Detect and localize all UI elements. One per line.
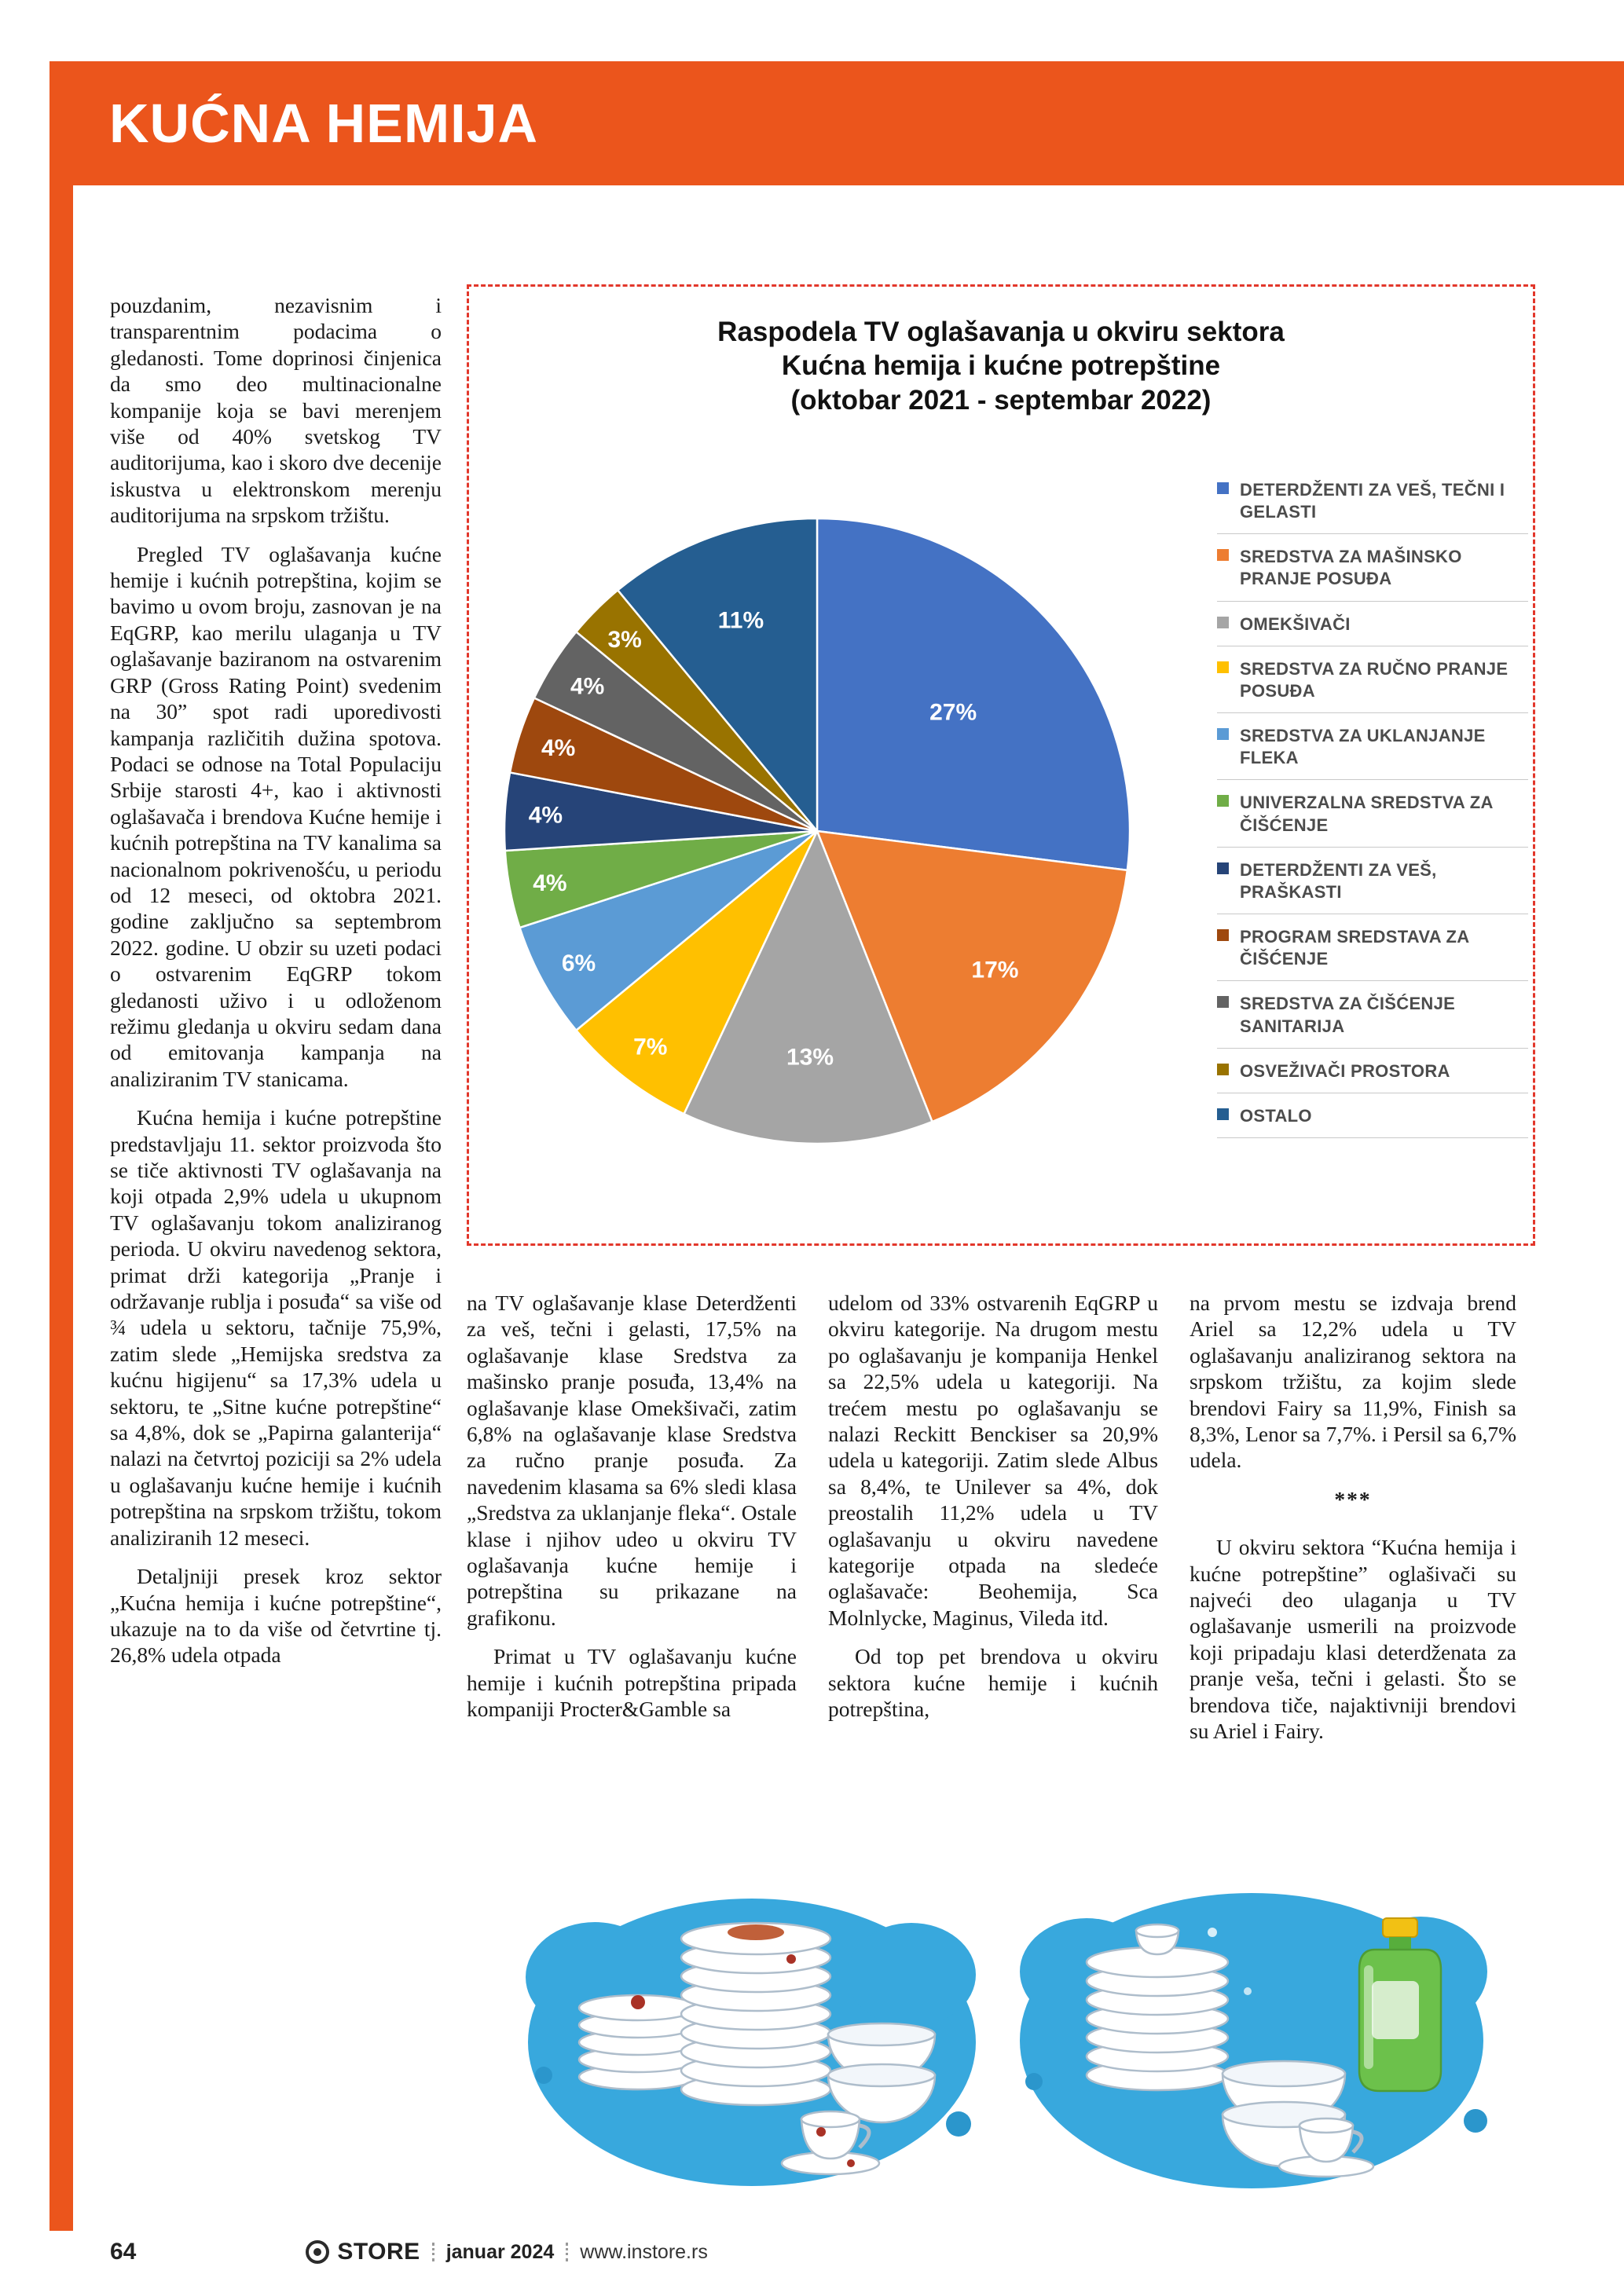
brand-name: STORE xyxy=(337,2239,420,2265)
pie-slice-label: 3% xyxy=(607,627,642,654)
chart-title-line-2: Kućna hemija i kućne potrepštine xyxy=(781,350,1221,382)
plate-stack xyxy=(1087,1947,1228,2090)
legend-item xyxy=(1217,602,1528,646)
page-number: 64 xyxy=(110,2239,137,2265)
left-accent-strip xyxy=(49,185,73,2231)
legend-swatch xyxy=(1217,482,1229,494)
instore-logo-icon xyxy=(306,2240,329,2264)
pie-slice-label: 4% xyxy=(541,734,576,761)
legend-item xyxy=(1217,981,1528,1048)
pie-slice-label: 27% xyxy=(929,699,977,726)
pie-slice-label: 7% xyxy=(633,1034,668,1060)
legend-swatch xyxy=(1217,862,1229,874)
website-url: www.instore.rs xyxy=(580,2240,708,2263)
legend-label: OSTALO xyxy=(1240,1105,1312,1126)
section-divider-stars: *** xyxy=(1334,1486,1372,1511)
pie-slice-label: 6% xyxy=(561,950,596,976)
intro-column xyxy=(110,292,442,1668)
tv-ad-share-chart-panel xyxy=(467,284,1535,1246)
legend-swatch xyxy=(1217,661,1229,673)
chart-legend xyxy=(1217,467,1528,1138)
clean-dishes-illustration xyxy=(1012,1830,1499,2215)
chart-title xyxy=(469,315,1533,417)
body-column-2 xyxy=(828,1290,1158,1723)
body-column-1 xyxy=(467,1290,797,1723)
page-footer xyxy=(110,2239,1516,2265)
paragraph: udelom od 33% ostvarenih EqGRP u okviru kategorije. Na drugom mestu po oglašavanju je kompanija Henkel sa 22,5% udela u kategoriji. Na trećem mestu po oglašavanju se nalazi Reckitt Benckiser sa 20,9% udela u kategoriji. Zatim slede Albus sa 8,4%, te Unilever sa 4%, dok preostalih 11,2% udela u TV oglašavanju u okviru navedene kategorije otpada na sledeće oglašavače: Beohemija, Sca Molnlycke, Maginus, Vileda itd. xyxy=(828,1291,1158,1630)
paragraph: Od top pet brendova u okviru sektora kućne hemije i kućnih potrepština, xyxy=(828,1644,1158,1722)
legend-label: DETERDŽENTI ZA VEŠ, PRAŠKASTI xyxy=(1240,859,1437,902)
paragraph: Primat u TV oglašavanju kućne hemije i kućnih potrepština pripada kompaniji Procter&Gamble sa xyxy=(467,1644,797,1722)
legend-label: PROGRAM SREDSTAVA ZA ČIŠĆENJE xyxy=(1240,927,1469,969)
bowl-stack-right xyxy=(828,2023,935,2122)
legend-swatch xyxy=(1217,929,1229,941)
paragraph: Kućna hemija i kućne potrepštine predstavljaju 11. sektor proizvoda što se tiče aktivnosti TV oglašavanja na koji otpada 2,9% udela u ukupnom TV oglašavanju tokom analiziranog perioda. U okviru navedenog sektora, primat drži kategorija „Pranje i održavanje rublja i posuđa“ sa više od ¾ udela u sektoru, tačnije 75,9%, zatim slede „Hemijska sredstva za kućnu higijenu“ sa 17,3% udela u sektoru, te „Sitne kućne potrepštine“ sa 4,8%, dok se „Papirna galanterija“ nalazi na četvrtoj poziciji sa 2% udela u oglašavanju kućne hemije i kućnih potrepština na srpskom tržištu, tokom analiziranih 12 meseci. xyxy=(110,1105,442,1550)
legend-label: DETERDŽENTI ZA VEŠ, TEČNI I GELASTI xyxy=(1240,480,1505,522)
instore-logo xyxy=(306,2239,707,2265)
legend-item xyxy=(1217,1049,1528,1093)
legend-label: OMEKŠIVAČI xyxy=(1240,613,1351,634)
issue-date: januar 2024 xyxy=(445,2240,555,2263)
sparkle xyxy=(1208,1928,1217,1937)
body-column-3 xyxy=(1190,1290,1516,1745)
footer-divider xyxy=(566,2243,568,2261)
legend-label: OSVEŽIVAČI PROSTORA xyxy=(1240,1060,1450,1081)
paragraph: na TV oglašavanje klase Deterdženti za veš, tečni i gelasti, 17,5% na oglašavanje klase Sredstva za mašinsko pranje posuđa, 13,4% na oglašavanje klase Omekšivači, zatim 6,8% na oglašavanje klase Sredstva za ručno pranje posuđa. Za navedenim klasama sa 6% sledi klasa „Sredstva za uklanjanje fleka“. Ostale klase i njihov udeo u okviru TV oglašavanja kućne hemije i potrepština su prikazane na grafikonu. xyxy=(467,1291,797,1630)
paragraph: pouzdanim, nezavisnim i transparentnim podacima o gledanosti. Tome doprinosi činjenica da smo deo multinacionalne kompanije koja se bavi merenjem više od 40% svetskog TV auditorijuma, kao i skoro dve decenije iskustva u elektronskom merenju auditorijuma na srpskom tržištu. xyxy=(110,293,442,528)
legend-label: SREDSTVA ZA MAŠINSKO PRANJE POSUĐA xyxy=(1240,547,1462,589)
stain xyxy=(631,1995,645,2009)
pie-slice-label: 13% xyxy=(786,1044,834,1071)
legend-label: SREDSTVA ZA ČIŠĆENJE SANITARIJA xyxy=(1240,994,1456,1036)
legend-swatch xyxy=(1217,795,1229,807)
chart-title-line-3: (oktobar 2021 - septembar 2022) xyxy=(790,384,1212,416)
legend-item xyxy=(1217,534,1528,601)
legend-label: SREDSTVA ZA RUČNO PRANJE POSUĐA xyxy=(1240,658,1509,701)
legend-swatch xyxy=(1217,1064,1229,1075)
legend-item xyxy=(1217,848,1528,914)
section-title: KUĆNA HEMIJA xyxy=(109,93,539,154)
legend-swatch xyxy=(1217,728,1229,740)
pie-slice-label: 4% xyxy=(570,673,605,700)
stain xyxy=(786,1954,796,1964)
pie-slice-label: 11% xyxy=(717,607,764,634)
small-cup xyxy=(1136,1924,1179,1954)
pie-slice xyxy=(817,518,1130,870)
legend-item xyxy=(1217,713,1528,780)
legend-swatch xyxy=(1217,1108,1229,1120)
footer-divider xyxy=(432,2243,434,2261)
pie-slice-label: 4% xyxy=(533,870,567,896)
sparkle xyxy=(1244,1987,1252,1995)
legend-swatch xyxy=(1217,996,1229,1008)
legend-swatch xyxy=(1217,549,1229,561)
paragraph: Pregled TV oglašavanja kućne hemije i kućnih potrepština, kojim se bavimo u ovom broju, zasnovan je na EqGRP, kao merilu ulaganja u TV oglašavanje baziranom na ostvarenim GRP (Gross Rating Point) svedenim na 30” spot radi uporedivosti kampanja različitih dužina spotova. Podaci se odnose na Total Populaciju Srbije starosti 4+, kao i aktivnosti oglašavača i brendova Kućne hemije i kućnih potrepština na TV kanalima sa nacionalnom pokrivenošću, u periodu od 12 meseci, od oktobra 2021. godine zaključno sa septembrom 2022. godine. U obzir su uzeti podaci o ostvarenim EqGRP tokom gledanosti uživo i u odloženom režimu gledanja u okviru sedam dana od emitovanja kampanja na analiziranim TV stanicama. xyxy=(110,541,442,1091)
legend-label: SREDSTVA ZA UKLANJANJE FLEKA xyxy=(1240,726,1486,768)
paragraph: na prvom mestu se izdvaja brend Ariel sa 12,2% udela u TV oglašavanju analiziranog sektora na srpskom tržištu, za kojim slede brendovi Fairy sa 11,9%, Finish sa 8,3%, Lenor sa 7,7%. i Persil sa 6,7% udela. xyxy=(1190,1291,1516,1473)
legend-swatch xyxy=(1217,617,1229,628)
legend-item xyxy=(1217,780,1528,847)
chart-title-line-1: Raspodela TV oglašavanja u okviru sektora xyxy=(717,317,1285,347)
stain xyxy=(728,1924,784,1940)
legend-label: UNIVERZALNA SREDSTVA ZA ČIŠĆENJE xyxy=(1240,793,1493,835)
stain xyxy=(847,2159,855,2167)
legend-item xyxy=(1217,467,1528,534)
paragraph: Detaljniji presek kroz sektor „Kućna hemija i kućne potrepštine“, ukazuje na to da više od četvrtine tj. 26,8% udela otpada xyxy=(110,1564,442,1668)
section-header xyxy=(49,61,1624,185)
plate-stack-left xyxy=(579,1995,697,2089)
plate-stack-center xyxy=(681,1923,830,2105)
pie-slice-label: 4% xyxy=(528,802,563,829)
dirty-dishes-illustration xyxy=(520,1840,984,2209)
legend-item xyxy=(1217,646,1528,713)
stain xyxy=(816,2127,826,2137)
pie-slice-label: 17% xyxy=(971,957,1019,983)
paragraph: U okviru sektora “Kućna hemija i kućne potrepštine” oglašivači su najveći deo ulaganja u TV oglašavanje usmerili na proizvode koji pripadaju klasi deterdženata za pranje veša, tečni i gelasti. Što se brendova tiče, najaktivniji brendovi su Ariel i Fairy. xyxy=(1190,1535,1516,1744)
legend-item xyxy=(1217,914,1528,981)
pie-chart xyxy=(483,497,1151,1165)
legend-item xyxy=(1217,1093,1528,1138)
